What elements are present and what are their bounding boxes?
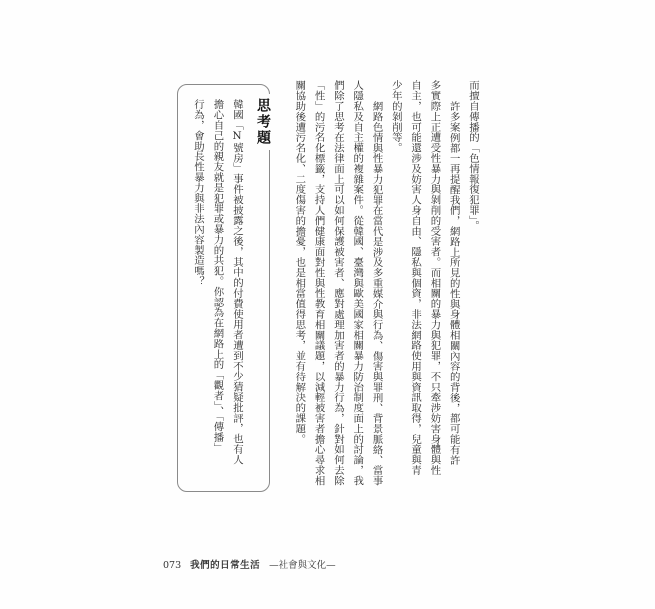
book-subtitle: —社會與文化— bbox=[269, 560, 336, 571]
body-text-column: 們除了思考在法律面上可以如何保護被害者、應對處理加害者的暴力行為，針對如何去除 bbox=[331, 80, 344, 486]
thinking-question-text bbox=[188, 99, 247, 484]
question-text-column: 擔心自己的親友就是犯罪或暴力的共犯。你認為在網路上的「觀者」、「傳播」 bbox=[211, 99, 224, 453]
body-text-column: 許多案例都一再提醒我們，網路上所見的性與身體相關內容的背後，都可能有許 bbox=[447, 100, 460, 465]
body-text-column: 人隱私及自主權的複雜案件。從韓國、臺灣與歐美國家相關暴力防治制度面上的討論，我 bbox=[351, 80, 364, 486]
question-text-column: 行為，會助長性暴力與非法內容製造嗎？ bbox=[192, 99, 204, 287]
book-title: 我們的日常生活 bbox=[190, 560, 261, 571]
question-text-column: 韓國「N號房」事件被披露之後，其中的付費使用者遭到不少猜疑批評，也有人 bbox=[231, 99, 243, 465]
thinking-question-title: 思考題 bbox=[254, 94, 272, 150]
body-text-column: 「性」的污名化標籤，支持人們健康面對性與性教育相關議題，以減輕被害者擔心尋求相 bbox=[312, 80, 325, 486]
body-text bbox=[289, 80, 482, 490]
body-text-column: 而擅自傳播的「色情報復犯罪」。 bbox=[467, 80, 479, 231]
body-text-column: 關協助後遭污名化、二度傷害的擔憂，也是相當值得思考，並有待解決的課題。 bbox=[293, 80, 306, 444]
body-text-column: 少年的剝削等。 bbox=[389, 80, 402, 153]
body-text-column: 多實際上正遭受性暴力與剝削的受害者。而相關的暴力與犯罪，不只牽涉妨害身體與性 bbox=[428, 80, 441, 476]
body-text-column: 自主，也可能還涉及妨害人身自由、隱私與個資，非法網路使用與資訊取得，兒童與青 bbox=[409, 80, 422, 476]
body-text-column: 網路色情與性暴力犯罪在當代是涉及多重媒介與行為、傷害與罪刑、背景脈絡、當事 bbox=[370, 100, 383, 486]
page-number: 073 bbox=[163, 560, 182, 571]
page-footer bbox=[163, 557, 336, 571]
